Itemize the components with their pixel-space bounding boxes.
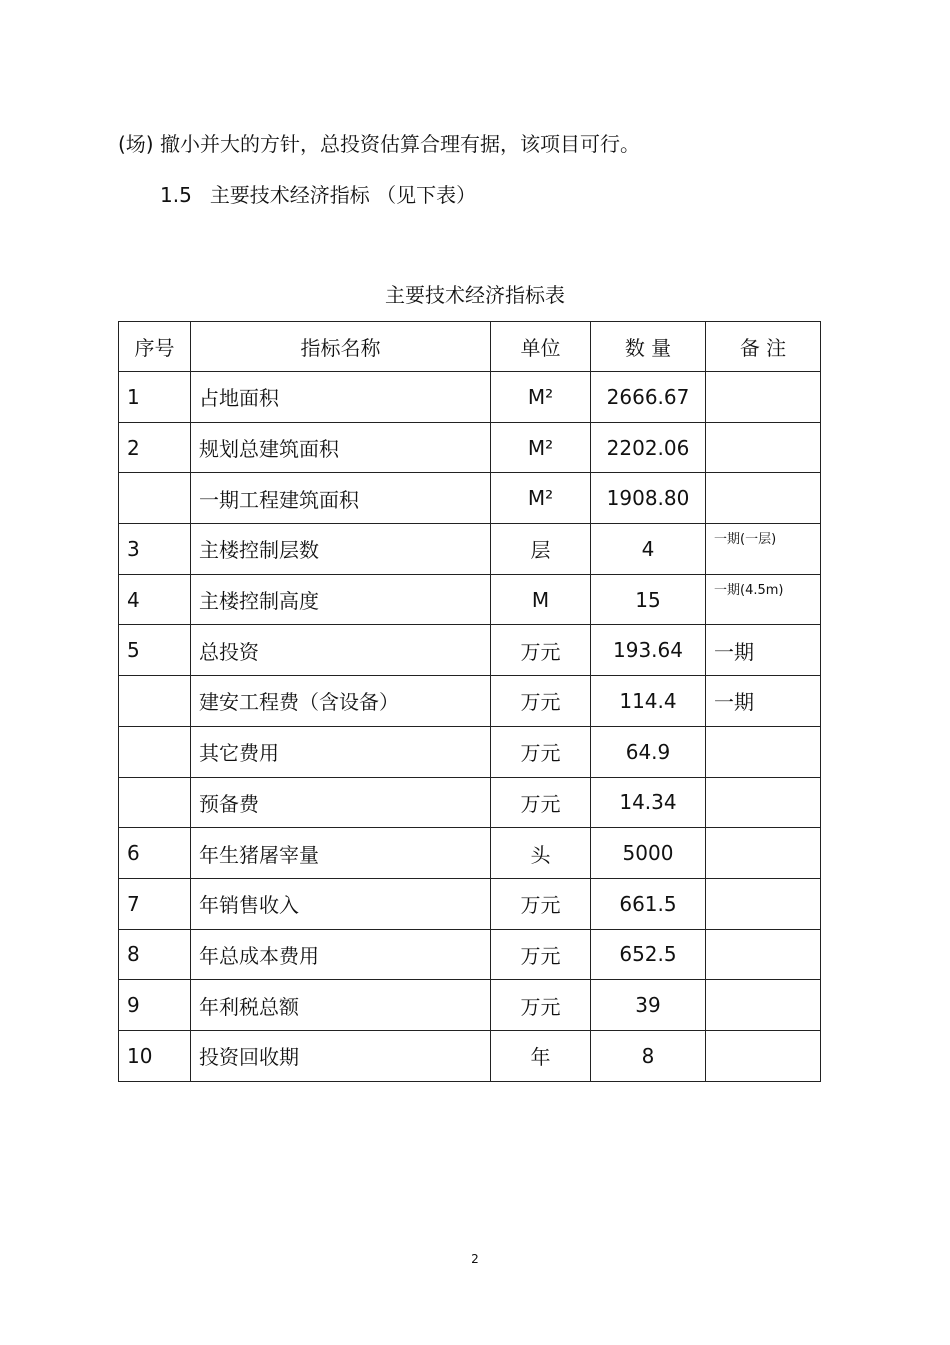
cell-unit: M (491, 574, 591, 625)
cell-unit: 万元 (491, 777, 591, 828)
header-note: 备 注 (706, 322, 821, 372)
cell-note (706, 422, 821, 473)
header-qty: 数 量 (591, 322, 706, 372)
cell-unit: 万元 (491, 625, 591, 676)
cell-note (706, 1030, 821, 1081)
table-row (119, 473, 821, 524)
cell-unit: 年 (491, 1030, 591, 1081)
cell-idx: 9 (119, 980, 191, 1031)
cell-note (706, 473, 821, 524)
cell-note: 一期(一层) (706, 524, 821, 575)
cell-idx (119, 473, 191, 524)
section-title: 主要技术经济指标 （见下表） (209, 183, 477, 207)
cell-name: 总投资 (191, 625, 491, 676)
section-heading (160, 181, 476, 209)
cell-idx: 2 (119, 422, 191, 473)
table-row (119, 726, 821, 777)
cell-unit: 万元 (491, 676, 591, 727)
table-row (119, 625, 821, 676)
cell-qty: 114.4 (591, 676, 706, 727)
cell-note (706, 828, 821, 879)
cell-qty: 661.5 (591, 878, 706, 929)
cell-name: 建安工程费（含设备） (191, 676, 491, 727)
cell-name: 投资回收期 (191, 1030, 491, 1081)
table-title: 主要技术经济指标表 (385, 283, 565, 307)
cell-unit: 万元 (491, 726, 591, 777)
cell-qty: 5000 (591, 828, 706, 879)
cell-qty: 39 (591, 980, 706, 1031)
table-row (119, 980, 821, 1031)
cell-qty: 652.5 (591, 929, 706, 980)
cell-note (706, 372, 821, 423)
cell-note: 一期 (706, 625, 821, 676)
cell-idx: 6 (119, 828, 191, 879)
table-row (119, 524, 821, 575)
table-row (119, 878, 821, 929)
cell-idx: 1 (119, 372, 191, 423)
cell-unit: M² (491, 372, 591, 423)
indicators-table (118, 321, 821, 1082)
cell-name: 主楼控制高度 (191, 574, 491, 625)
table-row (119, 777, 821, 828)
cell-name: 一期工程建筑面积 (191, 473, 491, 524)
cell-qty: 2666.67 (591, 372, 706, 423)
cell-unit: 万元 (491, 929, 591, 980)
cell-name: 年生猪屠宰量 (191, 828, 491, 879)
cell-qty: 193.64 (591, 625, 706, 676)
cell-idx (119, 726, 191, 777)
cell-name: 年销售收入 (191, 878, 491, 929)
table-header-row (119, 322, 821, 372)
table-row (119, 574, 821, 625)
intro-paragraph: (场) 撤小并大的方针，总投资估算合理有据，该项目可行。 (118, 132, 640, 156)
cell-note (706, 929, 821, 980)
cell-qty: 15 (591, 574, 706, 625)
cell-qty: 4 (591, 524, 706, 575)
cell-note: 一期 (706, 676, 821, 727)
cell-idx: 5 (119, 625, 191, 676)
cell-idx: 3 (119, 524, 191, 575)
cell-idx (119, 676, 191, 727)
header-unit: 单位 (491, 322, 591, 372)
table-row (119, 929, 821, 980)
cell-unit: M² (491, 422, 591, 473)
cell-name: 主楼控制层数 (191, 524, 491, 575)
section-number: 1.5 (160, 183, 192, 207)
cell-idx: 8 (119, 929, 191, 980)
cell-qty: 2202.06 (591, 422, 706, 473)
cell-idx: 10 (119, 1030, 191, 1081)
page-number: 2 (471, 1252, 479, 1266)
cell-qty: 1908.80 (591, 473, 706, 524)
cell-note: 一期(4.5m) (706, 574, 821, 625)
cell-idx: 7 (119, 878, 191, 929)
table-row (119, 676, 821, 727)
cell-idx: 4 (119, 574, 191, 625)
cell-note (706, 777, 821, 828)
cell-unit: 万元 (491, 980, 591, 1031)
cell-unit: M² (491, 473, 591, 524)
table-row (119, 372, 821, 423)
header-name: 指标名称 (191, 322, 491, 372)
table-row (119, 828, 821, 879)
cell-qty: 64.9 (591, 726, 706, 777)
cell-name: 其它费用 (191, 726, 491, 777)
cell-idx (119, 777, 191, 828)
cell-note (706, 980, 821, 1031)
cell-name: 年利税总额 (191, 980, 491, 1031)
table-row (119, 1030, 821, 1081)
cell-name: 占地面积 (191, 372, 491, 423)
cell-qty: 8 (591, 1030, 706, 1081)
cell-name: 预备费 (191, 777, 491, 828)
cell-name: 规划总建筑面积 (191, 422, 491, 473)
cell-unit: 万元 (491, 878, 591, 929)
cell-name: 年总成本费用 (191, 929, 491, 980)
cell-note (706, 878, 821, 929)
cell-unit: 头 (491, 828, 591, 879)
cell-qty: 14.34 (591, 777, 706, 828)
header-idx: 序号 (119, 322, 191, 372)
cell-note (706, 726, 821, 777)
cell-unit: 层 (491, 524, 591, 575)
table-row (119, 422, 821, 473)
